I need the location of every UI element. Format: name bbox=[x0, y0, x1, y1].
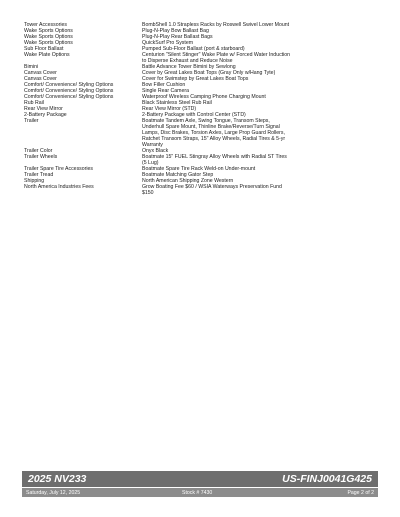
hull-id: US-FINJ0041G425 bbox=[282, 473, 372, 485]
option-category: 2-Battery Package bbox=[24, 112, 67, 118]
option-description: Centurion "Silent Stinger" Wake Plate w/ Forced Water Induction to Disperse Exhaust and Reduce Noise bbox=[142, 52, 291, 64]
option-description: Boatmate 15" FUEL Stingray Alloy Wheels with Radial ST Tires (5 Lug) bbox=[142, 154, 287, 166]
option-description: Boatmate Matching Gator Step bbox=[142, 172, 214, 178]
footer-info-bar bbox=[22, 488, 378, 497]
option-category: Tower Accessories bbox=[24, 22, 67, 28]
print-date: Saturday, July 12, 2025 bbox=[26, 489, 81, 496]
option-description: Pumped Sub-Floor Ballast (port & starboard) bbox=[142, 46, 245, 52]
option-description: BombShell 1.0 Strapless Racks by Roswell Swivel Lower Mount bbox=[142, 22, 290, 28]
option-category: Trailer Wheels bbox=[24, 154, 58, 160]
option-category: Trailer Color bbox=[24, 148, 53, 154]
option-row bbox=[24, 118, 384, 148]
option-category: Wake Plate Options bbox=[24, 52, 70, 58]
option-category: Comfort/ Convenience/ Styling Options bbox=[24, 94, 114, 100]
option-description: Boatmate Tandem Axle, Swing Tongue, Transom Steps, Underhull Spare Mount, Thinline Brake/Reverse/Turn Signal Lamps, Disc Brakes, Torsion Axles, Large Prop Guard Rollers, Ratchet Transom Straps, 15" Alloy Wheels, Radial Tires & 5-yr Warranty bbox=[142, 118, 286, 148]
footer-title-bar bbox=[22, 471, 378, 487]
option-description: Cover for Swimstep by Great Lakes Boat Tops bbox=[142, 76, 249, 82]
option-description: Boatmate Spare Tire Rack Weld-on Under-mount bbox=[142, 166, 256, 172]
option-description: 2-Battery Package with Control Center (STD) bbox=[142, 112, 246, 118]
option-row bbox=[24, 52, 384, 64]
option-row bbox=[24, 184, 384, 196]
option-category: Trailer bbox=[24, 118, 39, 124]
page-number: Page 2 of 2 bbox=[347, 489, 374, 496]
option-category: North America Industries Fees bbox=[24, 184, 94, 190]
option-description: Plug-N-Play Bow Ballast Bag bbox=[142, 28, 209, 34]
boat-model: 2025 NV233 bbox=[28, 473, 87, 485]
option-description: Onyx Black bbox=[142, 148, 169, 154]
option-description: QuickSurf Pro System bbox=[142, 40, 194, 46]
option-description: Waterproof Wireless Camping Phone Charging Mount bbox=[142, 94, 266, 100]
option-category: Wake Sports Options bbox=[24, 34, 73, 40]
option-description: Single Rear Camera bbox=[142, 88, 189, 94]
option-description: Rear View Mirror (STD) bbox=[142, 106, 197, 112]
options-list bbox=[24, 22, 384, 196]
option-description: Bow Filler Cushion bbox=[142, 82, 186, 88]
option-category: Wake Sports Options bbox=[24, 40, 73, 46]
option-category: Canvas Cover bbox=[24, 76, 57, 82]
option-category: Canvas Cover bbox=[24, 70, 57, 76]
option-description: Plug-N-Play Rear Ballast Bags bbox=[142, 34, 213, 40]
stock-number: Stock # 7430 bbox=[182, 489, 213, 496]
option-description: Black Stainless Steel Rub Rail bbox=[142, 100, 212, 106]
option-category: Wake Sports Options bbox=[24, 28, 73, 34]
option-description: Grow Boating Fee $60 / WSIA Waterways Preservation Fund $150 bbox=[142, 184, 282, 196]
option-category: Bimini bbox=[24, 64, 39, 70]
option-category: Rear View Mirror bbox=[24, 106, 63, 112]
option-description: Cover by Great Lakes Boat Tops (Gray Only w/Hang Tyte) bbox=[142, 70, 276, 76]
option-description: Battle Advance Tower Bimini by Sewlong bbox=[142, 64, 236, 70]
option-category: Shipping bbox=[24, 178, 45, 184]
option-row bbox=[24, 154, 384, 166]
option-category: Comfort/ Convenience/ Styling Options bbox=[24, 82, 114, 88]
option-category: Rub Rail bbox=[24, 100, 44, 106]
option-description: North American Shipping Zone Western bbox=[142, 178, 234, 184]
option-category: Trailer Tread bbox=[24, 172, 54, 178]
option-category: Trailer Spare Tire Accessories bbox=[24, 166, 93, 172]
option-category: Comfort/ Convenience/ Styling Options bbox=[24, 88, 114, 94]
option-category: Sub Floor Ballast bbox=[24, 46, 64, 52]
